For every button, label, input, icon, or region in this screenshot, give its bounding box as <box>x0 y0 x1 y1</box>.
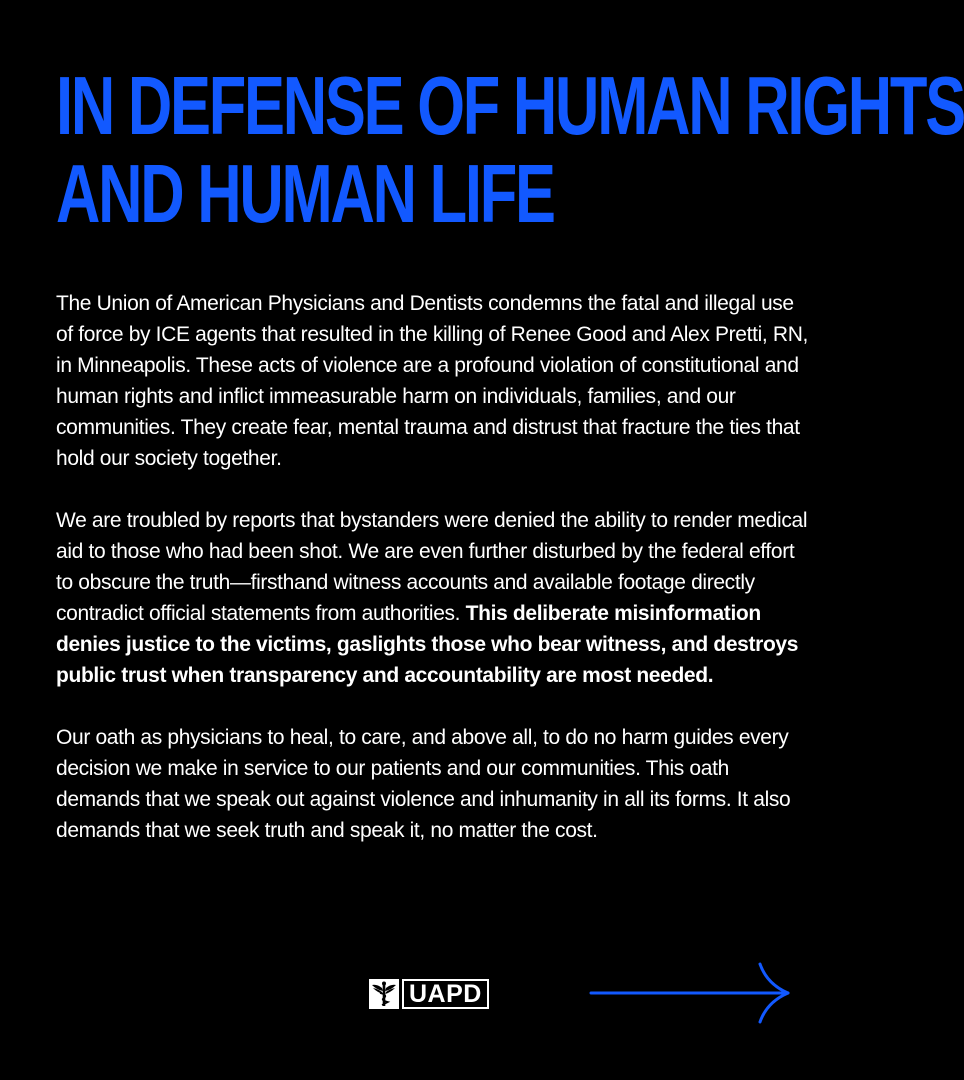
uapd-logo <box>369 979 489 1009</box>
paragraph-2-bold: This deliberate misinformation denies justice to the victims, gaslights those who bear witness, and destroys public trust when transparency and accountability are most needed. <box>56 602 799 687</box>
caduceus-icon <box>369 979 399 1009</box>
paragraph-3: Our oath as physicians to heal, to care, and above all, to do no harm guides every decision we make in service to our patients and our communities. This oath demands that we speak out against violence and inhumanity in all its forms. It also demands that we seek truth and speak it, no matter the cost. <box>56 726 791 842</box>
paragraph-2 <box>56 505 816 691</box>
arrow-right-icon[interactable] <box>588 960 794 1026</box>
headline <box>56 59 964 240</box>
statement-body <box>56 288 816 877</box>
headline-line-2: AND HUMAN LIFE <box>56 147 554 240</box>
paragraph-2-regular: We are troubled by reports that bystanders were denied the ability to render medical aid to those who had been shot. We are even further disturbed by the federal effort to obscure the truth—firsthand witness accounts and available footage directly contradict official statements from authorities. <box>56 509 808 625</box>
paragraph-1: The Union of American Physicians and Dentists condemns the fatal and illegal use of force by ICE agents that resulted in the killing of Renee Good and Alex Pretti, RN, in Minneapolis. These acts of violence are a profound violation of constitutional and human rights and inflict immeasurable harm on individuals, families, and our communities. They create fear, mental trauma and distrust that fracture the ties that hold our society together. <box>56 292 808 470</box>
logo-wordmark: UAPD <box>402 979 489 1009</box>
headline-line-1: IN DEFENSE OF HUMAN RIGHTS <box>56 59 964 152</box>
